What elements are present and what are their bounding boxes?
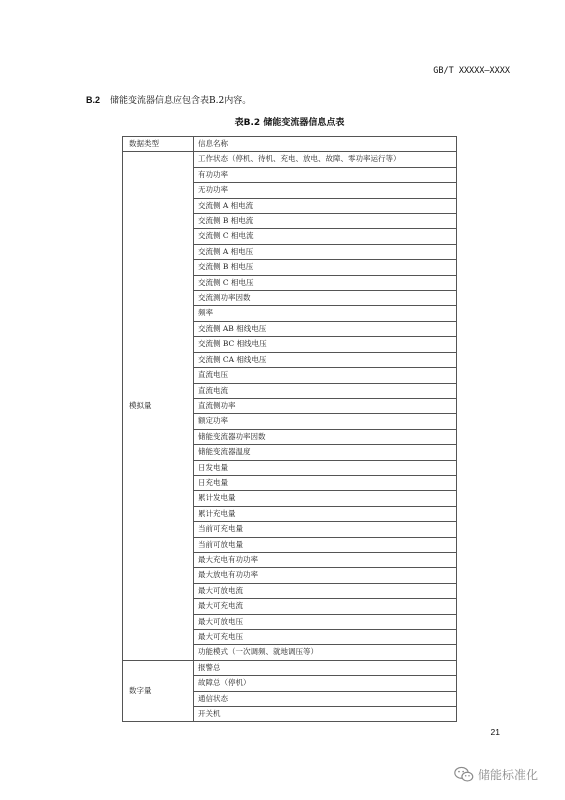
info-name-cell: 直流电压	[194, 368, 457, 383]
info-name-cell: 日充电量	[194, 475, 457, 490]
info-name-cell: 直流侧功率	[194, 398, 457, 413]
info-name-cell: 功能模式（一次调频、就地调压等）	[194, 645, 457, 660]
info-name-cell: 交流测功率因数	[194, 291, 457, 306]
info-name-cell: 工作状态（停机、待机、充电、放电、故障、零功率运行等）	[194, 152, 457, 167]
clause-number: B.2	[86, 95, 101, 105]
watermark	[454, 766, 538, 783]
info-name-cell: 交流侧 C 相电流	[194, 229, 457, 244]
info-name-cell: 最大可放电压	[194, 614, 457, 629]
category-cell: 数字量	[123, 660, 194, 722]
info-name-cell: 最大可充电压	[194, 630, 457, 645]
info-name-cell: 最大可充电流	[194, 599, 457, 614]
table-row	[123, 660, 457, 675]
info-name-cell: 无功功率	[194, 183, 457, 198]
watermark-text: 储能标准化	[478, 768, 539, 782]
info-name-cell: 通信状态	[194, 691, 457, 706]
info-name-cell: 最大充电有功功率	[194, 552, 457, 567]
info-name-cell: 交流侧 CA 相线电压	[194, 352, 457, 367]
clause-line	[86, 93, 251, 106]
info-name-cell: 额定功率	[194, 414, 457, 429]
info-name-cell: 交流侧 B 相电流	[194, 214, 457, 229]
info-name-cell: 当前可充电量	[194, 522, 457, 537]
info-name-cell: 累计充电量	[194, 506, 457, 521]
header-info-name: 信息名称	[194, 137, 457, 152]
clause-text: 储能变流器信息应包含表B.2内容。	[110, 96, 252, 106]
info-name-cell: 日发电量	[194, 460, 457, 475]
category-cell: 模拟量	[123, 152, 194, 660]
info-name-cell: 当前可放电量	[194, 537, 457, 552]
info-name-cell: 储能变流器功率因数	[194, 429, 457, 444]
info-name-cell: 频率	[194, 306, 457, 321]
info-name-cell: 累计发电量	[194, 491, 457, 506]
table-title: 表B.2 储能变流器信息点表	[234, 118, 345, 128]
wechat-icon	[454, 766, 474, 783]
header-data-type: 数据类型	[123, 137, 194, 152]
info-name-cell: 开关机	[194, 707, 457, 722]
info-name-cell: 交流侧 A 相电压	[194, 244, 457, 259]
info-name-cell: 最大可放电流	[194, 583, 457, 598]
table-header-row	[123, 137, 457, 152]
info-name-cell: 交流侧 B 相电压	[194, 260, 457, 275]
page-number: 21	[490, 727, 500, 737]
info-name-cell: 最大放电有功功率	[194, 568, 457, 583]
info-name-cell: 交流侧 BC 相线电压	[194, 337, 457, 352]
doc-code: GB/T XXXXX—XXXX	[433, 66, 510, 76]
info-name-cell: 交流侧 C 相电压	[194, 275, 457, 290]
table-row	[123, 152, 457, 167]
info-name-cell: 故障总（停机）	[194, 676, 457, 691]
info-name-cell: 报警总	[194, 660, 457, 675]
info-name-cell: 直流电流	[194, 383, 457, 398]
info-name-cell: 交流侧 A 相电流	[194, 198, 457, 213]
info-name-cell: 交流侧 AB 相线电压	[194, 321, 457, 336]
info-name-cell: 储能变流器温度	[194, 445, 457, 460]
info-name-cell: 有功功率	[194, 167, 457, 182]
info-point-table	[122, 136, 457, 722]
